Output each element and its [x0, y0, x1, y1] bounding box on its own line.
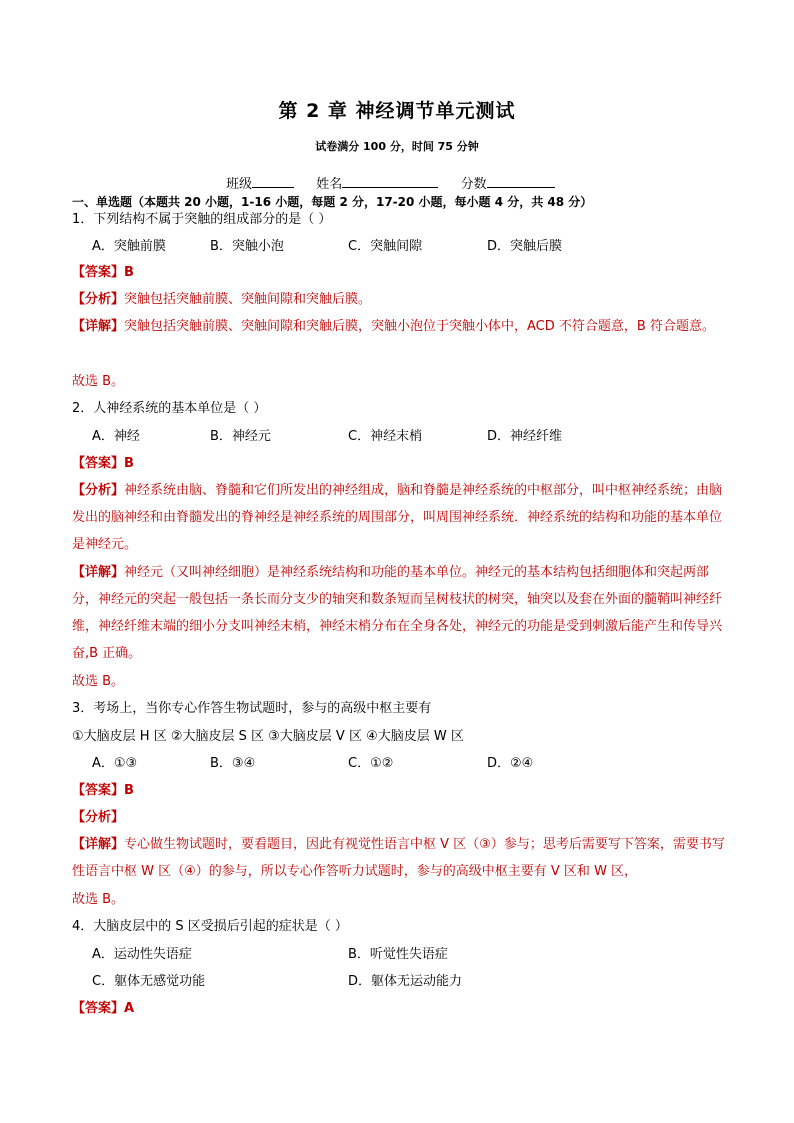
q4-option-d: D．躯体无运动能力 — [348, 974, 463, 989]
q1-analysis-text: 突触包括突触前膜、突触间隙和突触后膜。 — [124, 292, 372, 307]
question-3-stem: 3．考场上，当你专心作答生物试题时，参与的高级中枢主要有 — [72, 701, 432, 716]
name-blank[interactable] — [342, 174, 438, 188]
q3-items: ①大脑皮层 H 区 ②大脑皮层 S 区 ③大脑皮层 V 区 ④大脑皮层 W 区 — [72, 729, 464, 744]
q1-option-c: C．突触间隙 — [348, 239, 423, 254]
q4-option-b: B．听觉性失语症 — [348, 947, 448, 962]
section-heading: 一、单选题（本题共 20 小题，1-16 小题，每题 2 分，17-20 小题，每小题 4 分，共 48 分） — [72, 195, 593, 209]
q1-detail-text: 突触包括突触前膜、突触间隙和突触后膜，突触小泡位于突触小体中，ACD 不符合题意，B 符合题意。 — [124, 319, 715, 334]
q2-answer-value: B — [124, 456, 134, 471]
detail-tag: 【详解】 — [72, 837, 125, 852]
q1-option-b: B．突触小泡 — [210, 239, 284, 254]
answer-tag: 【答案】 — [72, 783, 125, 798]
class-label: 班级 — [226, 177, 253, 192]
q1-answer-value: B — [124, 265, 134, 280]
q2-analysis — [72, 477, 732, 558]
analysis-tag: 【分析】 — [72, 810, 125, 825]
analysis-tag: 【分析】 — [72, 483, 125, 498]
score-blank[interactable] — [487, 174, 555, 188]
q4-option-c: C．躯体无感觉功能 — [92, 974, 206, 989]
q2-option-c: C．神经末梢 — [348, 429, 423, 444]
name-label: 姓名 — [316, 177, 343, 192]
question-4-stem: 4．大脑皮层中的 S 区受损后引起的症状是（ ） — [72, 919, 348, 934]
detail-tag: 【详解】 — [72, 319, 125, 334]
q1-answer — [72, 264, 134, 282]
q3-option-c: C．①② — [348, 756, 394, 771]
q4-option-a: A．运动性失语症 — [92, 947, 192, 962]
q3-option-a: A．①③ — [92, 756, 138, 771]
class-blank[interactable] — [252, 174, 294, 188]
exam-subtitle: 试卷满分 100 分，时间 75 分钟 — [315, 140, 479, 153]
q4-answer — [72, 1000, 134, 1018]
q2-option-a: A．神经 — [92, 429, 140, 444]
q3-answer-value: B — [124, 783, 134, 798]
q3-option-b: B．③④ — [210, 756, 256, 771]
q2-option-d: D．神经纤维 — [487, 429, 563, 444]
q3-detail-text: 专心做生物试题时，要看题目，因此有视觉性语言中枢 V 区（③）参与；思考后需要写下答案，需要书写性语言中枢 W 区（④）的参与，所以专心作答听力试题时，参与的高级中枢主要有 V 区和 W 区， — [72, 837, 725, 879]
q3-conclusion: 故选 B。 — [72, 892, 125, 907]
student-info-line — [226, 173, 555, 192]
q2-conclusion: 故选 B。 — [72, 674, 125, 689]
q4-answer-value: A — [124, 1001, 135, 1016]
q3-option-d: D．②④ — [487, 756, 534, 771]
answer-tag: 【答案】 — [72, 265, 125, 280]
score-label: 分数 — [460, 177, 487, 192]
q1-analysis — [72, 291, 371, 309]
answer-tag: 【答案】 — [72, 456, 125, 471]
q2-answer — [72, 455, 134, 473]
detail-tag: 【详解】 — [72, 565, 125, 580]
analysis-tag: 【分析】 — [72, 292, 125, 307]
q2-detail — [72, 559, 732, 667]
question-1-stem: 1．下列结构不属于突触的组成部分的是（ ） — [72, 212, 332, 227]
q2-analysis-text: 神经系统由脑、脊髓和它们所发出的神经组成，脑和脊髓是神经系统的中枢部分，叫中枢神经系统；由脑发出的脑神经和由脊髓发出的脊神经是神经系统的周围部分，叫周围神经系统．神经系统的结构和功能的基本单位是神经元。 — [72, 483, 723, 552]
answer-tag: 【答案】 — [72, 1001, 125, 1016]
question-2-stem: 2．人神经系统的基本单位是（ ） — [72, 401, 267, 416]
page-title: 第 2 章 神经调节单元测试 — [278, 100, 516, 122]
q2-detail-text: 神经元（又叫神经细胞）是神经系统结构和功能的基本单位。神经元的基本结构包括细胞体和突起两部分，神经元的突起一般包括一条长而分支少的轴突和数条短而呈树枝状的树突，轴突以及套在外面的髓鞘叫神经纤维，神经纤维末端的细小分支叫神经末梢，神经末梢分布在全身各处，神经元的功能是受到刺激后能产生和传导兴奋,B 正确。 — [72, 565, 723, 661]
q1-conclusion: 故选 B。 — [72, 374, 125, 389]
q1-detail — [72, 313, 732, 340]
q3-answer — [72, 782, 134, 800]
q3-analysis — [72, 809, 124, 827]
q1-option-d: D．突触后膜 — [487, 239, 563, 254]
q2-option-b: B．神经元 — [210, 429, 271, 444]
q1-option-a: A．突触前膜 — [92, 239, 166, 254]
q3-detail — [72, 831, 732, 885]
